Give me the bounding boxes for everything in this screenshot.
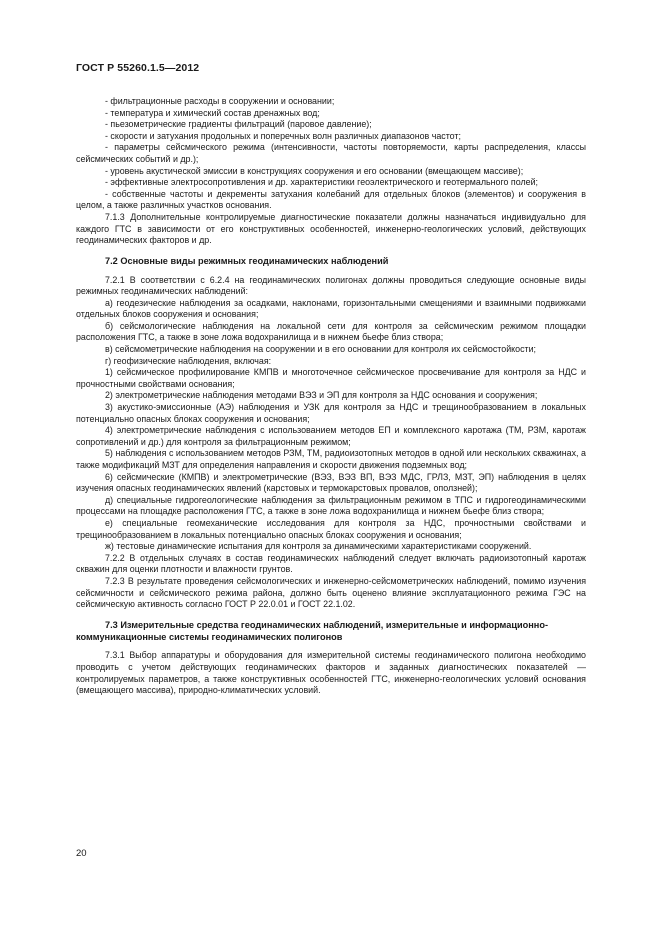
list-item: - пьезометрические градиенты фильтраций (паровое давление);: [105, 119, 372, 130]
paragraph: 7.2.1 В соответствии с 6.2.4 на геодинамических полигонах должны проводиться следующие основные виды режимных геодинамических наблюдений:: [76, 274, 586, 297]
paragraph: 4) электрометрические наблюдения с использованием методов ЕП и комплексного каротажа (ТМ, РЗМ, каротаж сопротивлений и др.) для контроля за фильтрационным режимом;: [76, 425, 586, 447]
paragraph: ж) тестовые динамические испытания для контроля за динамическими характеристиками сооружений.: [105, 541, 532, 552]
paragraph: 7.2.3 В результате проведения сейсмологических и инженерно-сейсмометрических наблюдений, помимо изучения сейсмичности и сейсмического режима района, должно быть оценено влияние эксплуатационного режима ГЭС на сейсмическую активность согласно ГОСТ Р 22.0.01 и ГОСТ 22.1.02.: [76, 575, 586, 610]
paragraph: 5) наблюдения с использованием методов РЗМ, ТМ, радиоизотопных методов в одной или нескольких скважинах, а также модификаций МЗТ для определения направления и скорости движения подземных вод;: [76, 448, 586, 471]
section-heading-7-2: 7.2 Основные виды режимных геодинамических наблюдений: [105, 255, 389, 266]
document-header-title: ГОСТ Р 55260.1.5—2012: [76, 62, 200, 74]
paragraph: 3) акустико-эмиссионные (АЭ) наблюдения и УЗК для контроля за НДС и трещинообразованием в локальных потенциально опасных блоках сооружения и основания;: [76, 402, 586, 424]
list-item: - параметры сейсмического режима (интенсивности, частоты повторяемости, карты распределения, классы сейсмических событий и др.);: [76, 142, 586, 164]
paragraph: г) геофизические наблюдения, включая:: [105, 355, 272, 366]
section-heading-7-3: 7.3 Измерительные средства геодинамических наблюдений, измерительные и информационно-коммуникационные системы геодинамических полигонов: [76, 619, 549, 642]
list-item: - уровень акустической эмиссии в конструкциях сооружения и его основании (вмещающем массиве);: [105, 165, 524, 176]
paragraph: 6) сейсмические (КМПВ) и электрометрические (ВЭЗ, ВЭЗ ВП, ВЭЗ МДС, ГРЛЗ, МЗТ, ЭП) наблюдения в целях изучения опасных геодинамических явлений (карстовых и термокарстовых провалов, оползней);: [76, 471, 586, 494]
top-list: [76, 96, 586, 247]
paragraph-7-1-3: 7.1.3 Дополнительные контролируемые диагностические показатели должны назначаться индивидуально для каждого ГТС в зависимости от его конструктивных особенностей, инженерно-геологических условий, действующих геодинамических факторов и др.: [76, 211, 586, 246]
paragraph: 2) электрометрические наблюдения методами ВЭЗ и ЭП для контроля за НДС основания и сооружения;: [105, 390, 538, 401]
list-item: - фильтрационные расходы в сооружении и основании;: [105, 96, 335, 106]
list-item: - эффективные электросопротивления и др. характеристики геоэлектрического и геотермального полей;: [105, 177, 538, 188]
list-item: - температура и химический состав дренажных вод;: [105, 107, 320, 118]
list-item: - собственные частоты и декременты затухания колебаний для отдельных блоков (элементов) и сооружения в целом, а также различных участков основания.: [76, 188, 586, 211]
paragraph: в) сейсмометрические наблюдения на сооружении и в его основании для контроля их сейсмостойкости;: [105, 344, 536, 355]
section-7-2-body: [76, 275, 586, 611]
paragraph: е) специальные геомеханические исследования для контроля за НДС, прочностными свойствами и трещинообразованием в локальных потенциально опасных блоках сооружения и основания;: [76, 517, 586, 540]
paragraph: а) геодезические наблюдения за осадками, наклонами, горизонтальными смещениями и взаимными подвижками отдельных блоков сооружения и основания;: [76, 297, 586, 320]
paragraph: д) специальные гидрогеологические наблюдения за фильтрационным режимом в ТПС и гидрогеодинамическими процессами на площадке расположения ГТС, а также в зоне ложа водохранилища и нижнем бьефе близ створа;: [76, 494, 586, 517]
paragraph: б) сейсмологические наблюдения на локальной сети для контроля за сейсмическим режимом площадки расположения ГТС, а также в зоне ложа водохранилища и в нижнем бьефе близ створа;: [76, 320, 586, 343]
paragraph: 7.3.1 Выбор аппаратуры и оборудования для измерительной системы геодинамического полигона необходимо проводить с учетом действующих геодинамических факторов и заданных диагностических показателей — контролируемых параметров, а также конструктивных особенностей ГТС, инженерно-геологических условий основания (вмещающего массива), природно-климатических условий.: [76, 650, 586, 696]
section-7-3-body: [76, 650, 586, 696]
page-number: 20: [76, 848, 87, 859]
paragraph: 7.2.2 В отдельных случаях в состав геодинамических наблюдений следует включать радиоизотопный каротаж скважин для оценки плотности и влажности грунтов.: [76, 552, 586, 575]
document-body: [76, 96, 586, 697]
paragraph: 1) сейсмическое профилирование КМПВ и многоточечное сейсмическое просвечивание для контроля за НДС и прочностными свойствами основания;: [76, 367, 586, 389]
list-item: - скорости и затухания продольных и поперечных волн различных диапазонов частот;: [105, 130, 461, 141]
